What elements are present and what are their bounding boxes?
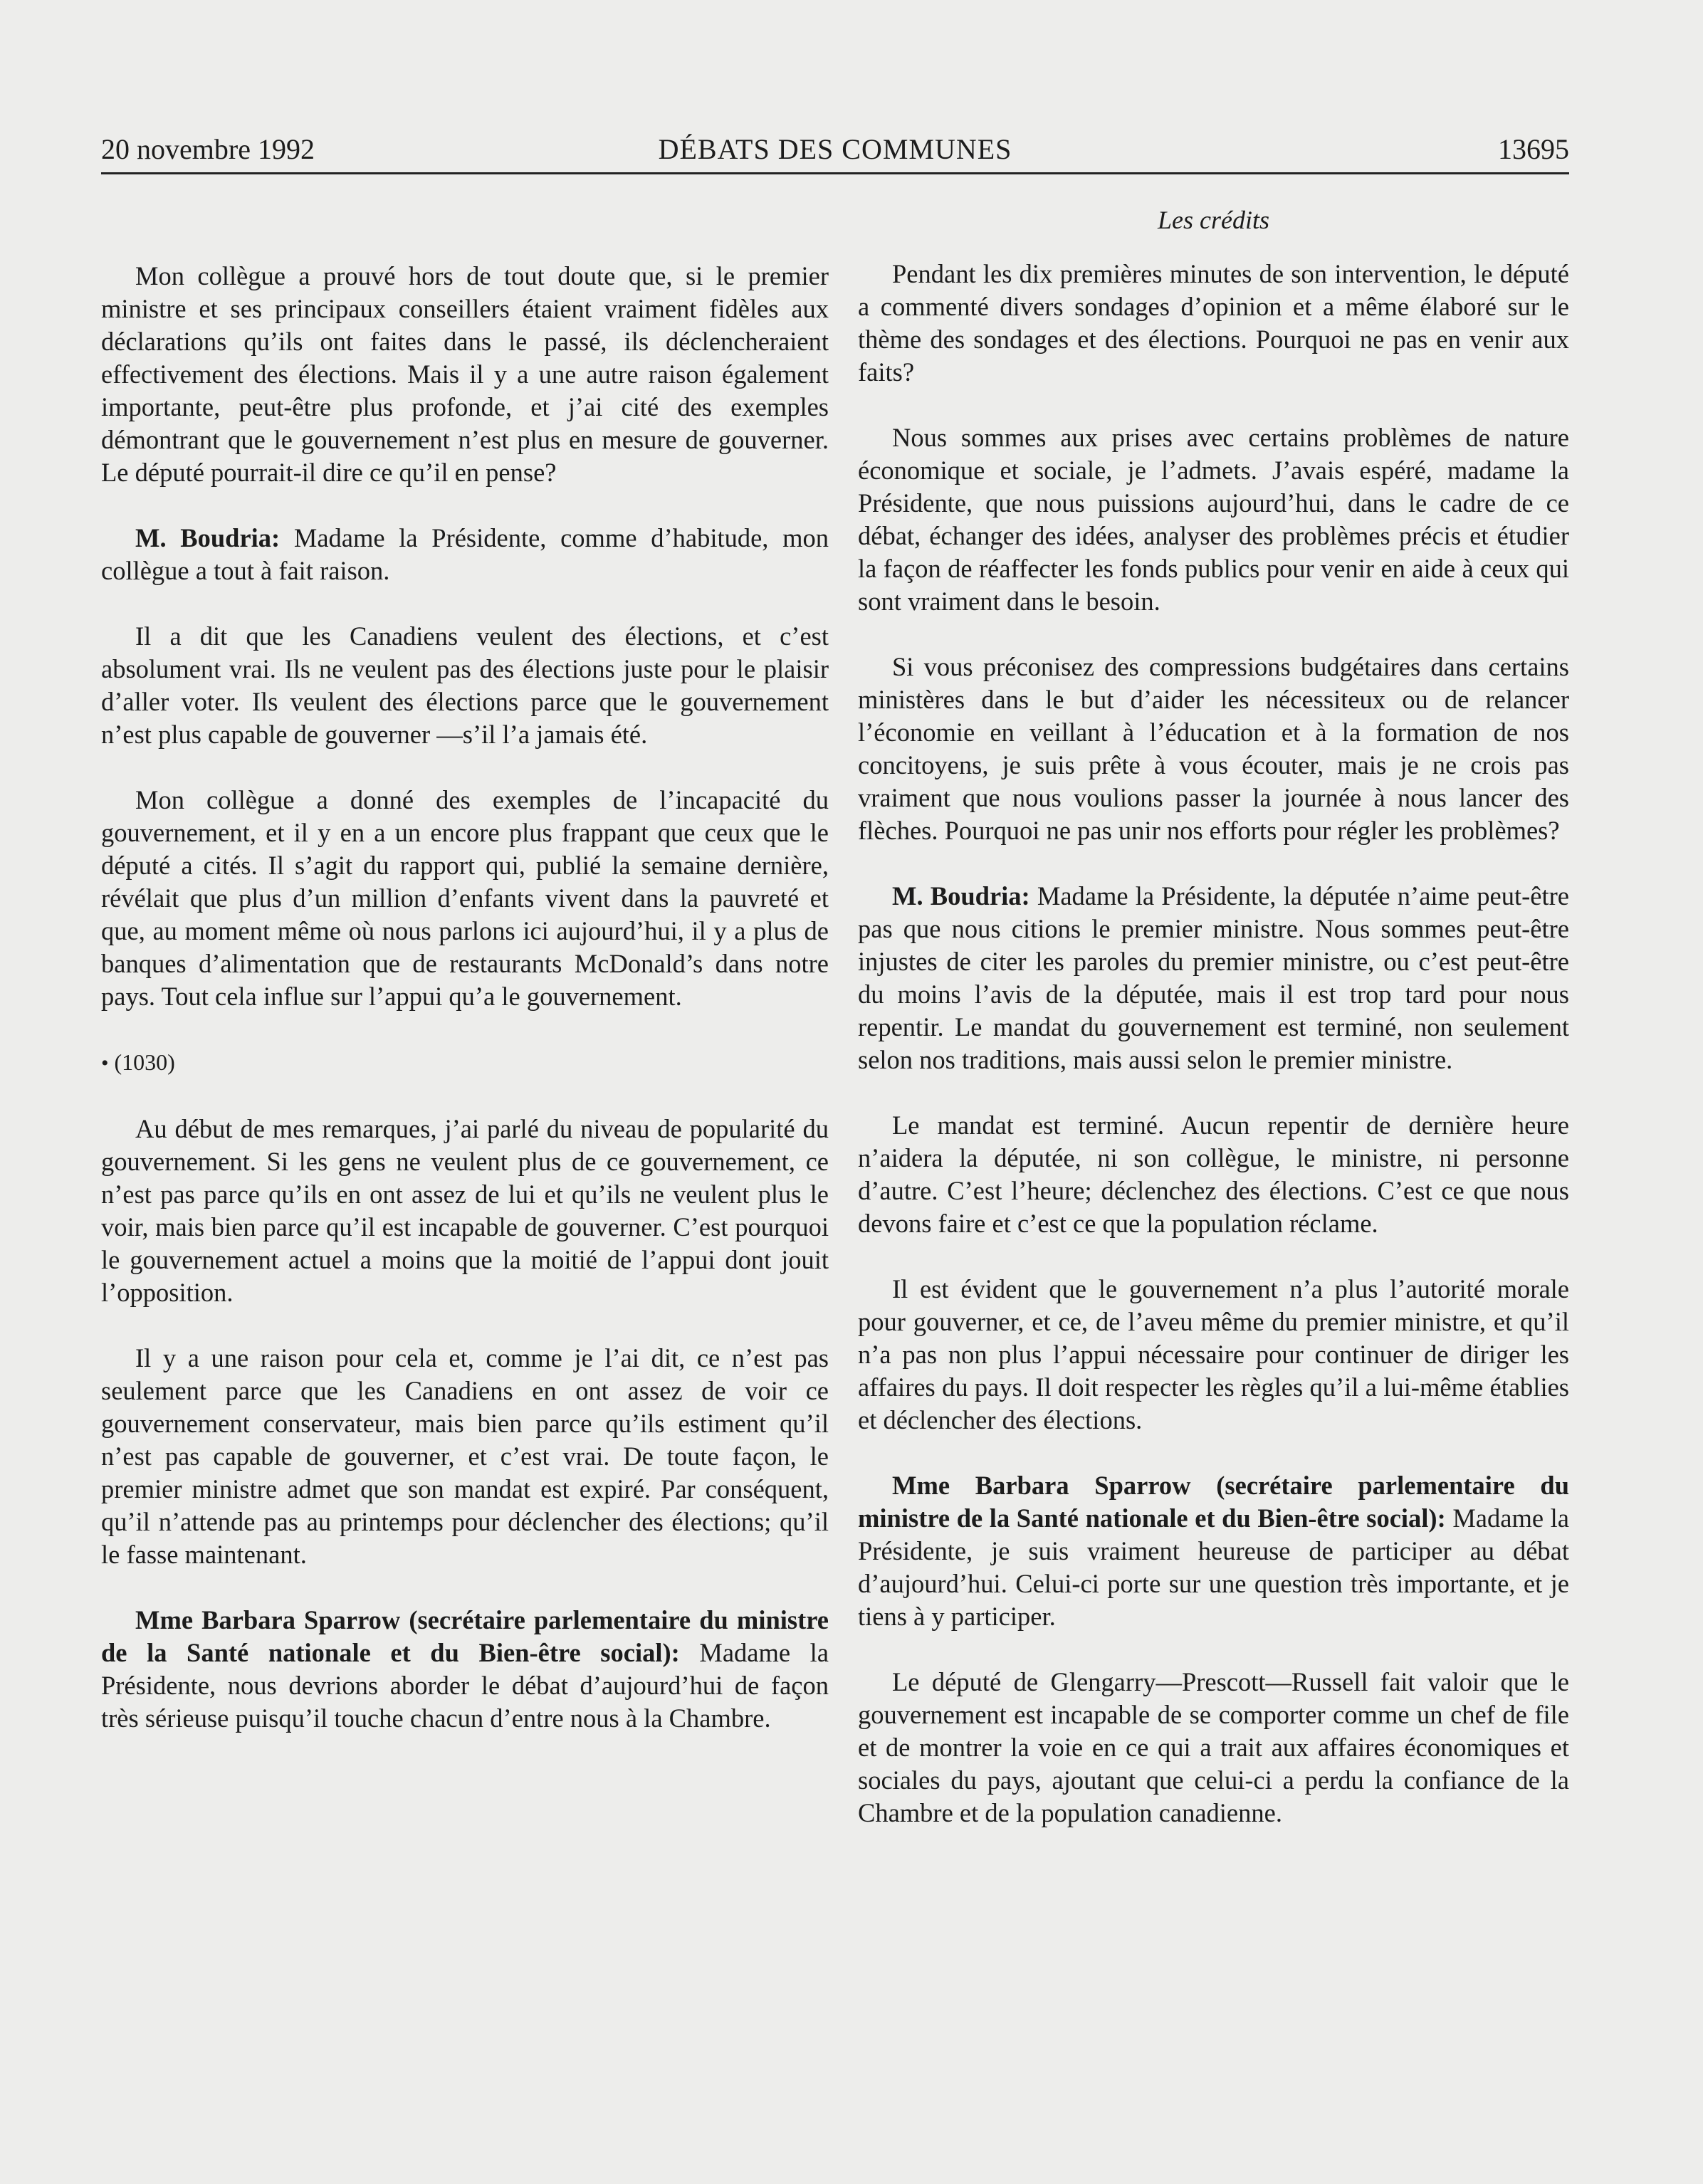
speaker-name: M. Boudria: (135, 523, 281, 552)
header-date: 20 novembre 1992 (101, 133, 315, 165)
paragraph (858, 1273, 1569, 1437)
paragraph-text: Il y a une raison pour cela et, comme je l’ai dit, ce n’est pas seulement parce que les Canadiens en ont assez de voir ce gouvernement conservateur, mais bien parce qu’ils estiment qu’il n’est pas capable de gouverner, et c’est vrai. De toute façon, le premier ministre admet que son mandat est expiré. Par conséquent, qu’il n’attende pas au printemps pour déclencher des élections; qu’il le fasse maintenant. (101, 1343, 829, 1569)
section-title: Les crédits (1158, 206, 1269, 234)
left-column (101, 260, 829, 1768)
page-number: 13695 (1498, 133, 1569, 165)
paragraph (858, 258, 1569, 389)
bullet-icon: • (101, 1051, 109, 1075)
right-column (858, 258, 1569, 1862)
paragraph (858, 880, 1569, 1076)
paragraph-text: Au début de mes remarques, j’ai parlé du niveau de popularité du gouvernement. Si les gens ne veulent plus de ce gouvernement, ce n’est pas parce qu’ils en ont assez de lui et qu’ils ne veulent plus le voir, mais bien parce qu’il est incapable de gouverner. C’est pourquoi le gouvernement actuel a moins que la moitié de l’appui dont jouit l’opposition. (101, 1114, 829, 1307)
paragraph-text: Madame la Présidente, la députée n’aime peut-être pas que nous citions le premier ministre. Nous sommes peut-être injustes de citer les paroles du premier ministre, ou c’est peut-être du moins l’avis de la députée, mais il est trop tard pour nous repentir. Le mandat du gouvernement est terminé, non seulement selon nos traditions, mais aussi selon le premier ministre. (858, 881, 1569, 1074)
paragraph (101, 260, 829, 489)
speaker-name: M. Boudria: (892, 881, 1030, 910)
page-header (101, 127, 1569, 174)
paragraph-text: Mon collègue a donné des exemples de l’incapacité du gouvernement, et il y en a un encore plus frappant que ceux que le député a cités. Il s’agit du rapport qui, publié la semaine dernière, révélait que plus d’un million d’enfants vivent dans la pauvreté et que, au moment même où nous parlons ici aujourd’hui, il y a plus de banques d’alimentation que de restaurants McDonald’s dans notre pays. Tout cela influe sur l’appui qu’a le gouvernement. (101, 785, 829, 1011)
paragraph (858, 1666, 1569, 1829)
paragraph-text: Le mandat est terminé. Aucun repentir de dernière heure n’aidera la députée, ni son collègue, le ministre, ni personne d’autre. C’est l’heure; déclenchez des élections. C’est ce que nous devons faire et c’est ce que la population réclame. (858, 1111, 1569, 1238)
paragraph (101, 1342, 829, 1571)
time-marker (101, 1046, 829, 1080)
speaker-name: Mme Barbara Sparrow (secrétaire parlementaire du ministre de la Santé nationale et du Bien-être social): (101, 1605, 829, 1667)
paragraph-text: Madame la Présidente, comme d’habitude, mon collègue a tout à fait raison. (101, 523, 829, 585)
paragraph-text: Nous sommes aux prises avec certains problèmes de nature économique et sociale, je l’admets. J’avais espéré, madame la Présidente, que nous puissions aujourd’hui, dans le cadre de ce débat, échanger des idées, analyser des problèmes précis et étudier la façon de réaffecter les fonds publics pour venir en aide à ceux qui sont vraiment dans le besoin. (858, 423, 1569, 616)
paragraph-text: Madame la Présidente, je suis vraiment heureuse de participer au débat d’aujourd’hui. Celui-ci porte sur une question très importante, et je tiens à y participer. (858, 1503, 1569, 1631)
paragraph (101, 784, 829, 1013)
header-title: DÉBATS DES COMMUNES (658, 133, 1012, 165)
paragraph-text: Il est évident que le gouvernement n’a plus l’autorité morale pour gouverner, et ce, de l’aveu même du premier ministre, et qu’il n’a pas non plus l’appui nécessaire pour continuer de diriger les affaires du pays. Il doit respecter les règles qu’il a lui-même établies et déclencher des élections. (858, 1274, 1569, 1434)
paragraph (858, 1469, 1569, 1633)
paragraph (101, 522, 829, 587)
paragraph (858, 1109, 1569, 1240)
paragraph (101, 1113, 829, 1309)
paragraph (101, 1604, 829, 1735)
paragraph-text: Le député de Glengarry—Prescott—Russell fait valoir que le gouvernement est incapable de se comporter comme un chef de file et de montrer la voie en ce qui a trait aux affaires économiques et sociales du pays, ajoutant que celui-ci a perdu la confiance de la Chambre et de la population canadienne. (858, 1667, 1569, 1827)
paragraph (858, 651, 1569, 847)
paragraph-text: Si vous préconisez des compressions budgétaires dans certains ministères dans le but d’aider les nécessiteux ou de relancer l’économie en veillant à l’éducation et à la formation de nos concitoyens, je suis prête à vous écouter, mais je ne crois pas vraiment que nous voulions passer la journée à nous lancer des flèches. Pourquoi ne pas unir nos efforts pour régler les problèmes? (858, 652, 1569, 845)
paragraph-text: Mon collègue a prouvé hors de tout doute que, si le premier ministre et ses principaux conseillers étaient vraiment fidèles aux déclarations qu’ils ont faites dans le passé, ils déclencheraient effectivement des élections. Mais il y a une autre raison également importante, peut-être plus profonde, et j’ai cité des exemples démontrant que le gouvernement n’est plus en mesure de gouverner. Le député pourrait-il dire ce qu’il en pense? (101, 261, 829, 487)
paragraph-text: Pendant les dix premières minutes de son intervention, le député a commenté divers sondages d’opinion et a même élaboré sur le thème des sondages et des élections. Pourquoi ne pas en venir aux faits? (858, 259, 1569, 387)
paragraph (101, 620, 829, 751)
paragraph-text: Il a dit que les Canadiens veulent des élections, et c’est absolument vrai. Ils ne veulent pas des élections juste pour le plaisir d’aller voter. Ils veulent des élections parce que le gouvernement n’est plus capable de gouverner —s’il l’a jamais été. (101, 621, 829, 749)
speaker-name: Mme Barbara Sparrow (secrétaire parlementaire du ministre de la Santé nationale et du Bien-être social): (858, 1471, 1569, 1533)
time-stamp: (1030) (114, 1049, 175, 1075)
paragraph-text: Madame la Présidente, nous devrions aborder le débat d’aujourd’hui de façon très sérieuse puisqu’il touche chacun d’entre nous à la Chambre. (101, 1638, 829, 1733)
paragraph (858, 421, 1569, 618)
